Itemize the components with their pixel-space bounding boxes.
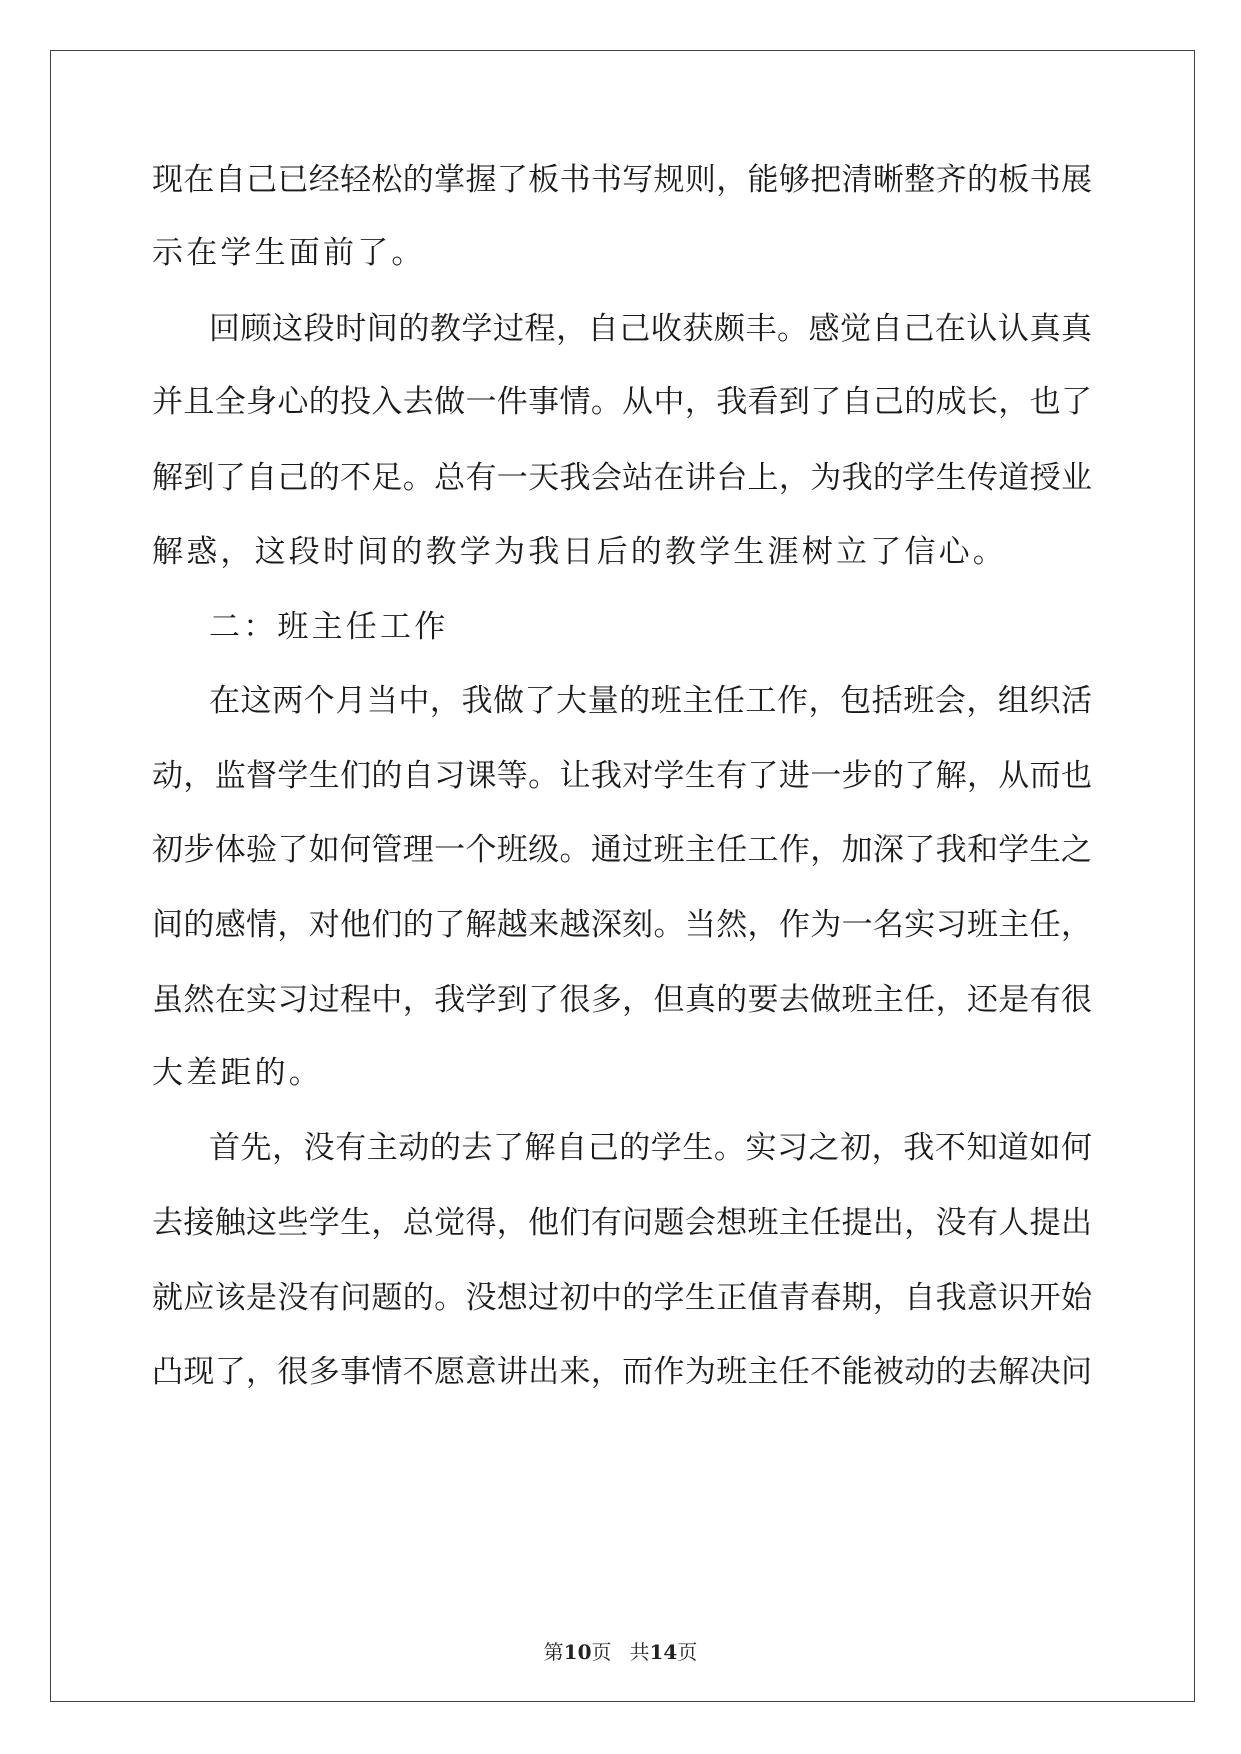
- page-border: [50, 50, 1195, 1702]
- text-line: 去接触这些学生，总觉得，他们有问题会想班主任提出，没有人提出: [152, 1205, 1092, 1241]
- text-line: 初步体验了如何管理一个班级。通过班主任工作，加深了我和学生之: [152, 832, 1092, 868]
- text-line: 现在自己已经轻松的掌握了板书书写规则，能够把清晰整齐的板书展: [152, 162, 1092, 198]
- paragraph-first-line: 回顾这段时间的教学过程，自己收获颇丰。感觉自己在认认真真: [209, 311, 1092, 347]
- footer-total-pages: 14: [649, 1640, 678, 1664]
- text-line: 并且全身心的投入去做一件事情。从中，我看到了自己的成长，也了: [152, 384, 1092, 420]
- text-line: 解到了自己的不足。总有一天我会站在讲台上，为我的学生传道授业: [152, 460, 1092, 496]
- page-footer: [0, 1636, 1241, 1665]
- text-line: 解惑，这段时间的教学为我日后的教学生涯树立了信心。: [152, 534, 1007, 570]
- footer-page-suffix: 页: [591, 1640, 612, 1664]
- text-line: 就应该是没有问题的。没想过初中的学生正值青春期，自我意识开始: [152, 1280, 1092, 1316]
- paragraph-first-line: 首先，没有主动的去了解自己的学生。实习之初，我不知道如何: [209, 1130, 1092, 1166]
- footer-total-suffix: 页: [677, 1640, 698, 1664]
- text-line: 凸现了，很多事情不愿意讲出来，而作为班主任不能被动的去解决问: [152, 1354, 1092, 1390]
- text-line: 示在学生面前了。: [152, 235, 426, 271]
- text-line: 虽然在实习过程中，我学到了很多，但真的要去做班主任，还是有很: [152, 982, 1092, 1018]
- text-line: 间的感情，对他们的了解越来越深刻。当然，作为一名实习班主任，: [152, 907, 1092, 943]
- footer-total-prefix: 共: [629, 1640, 650, 1664]
- paragraph-first-line: 在这两个月当中，我做了大量的班主任工作，包括班会，组织活: [209, 683, 1092, 719]
- footer-page-number: 10: [563, 1640, 592, 1664]
- text-line: 动，监督学生们的自习课等。让我对学生有了进一步的了解，从而也: [152, 758, 1092, 794]
- section-heading: 二：班主任工作: [209, 609, 449, 645]
- footer-page-prefix: 第: [543, 1640, 564, 1664]
- text-line: 大差距的。: [152, 1055, 323, 1091]
